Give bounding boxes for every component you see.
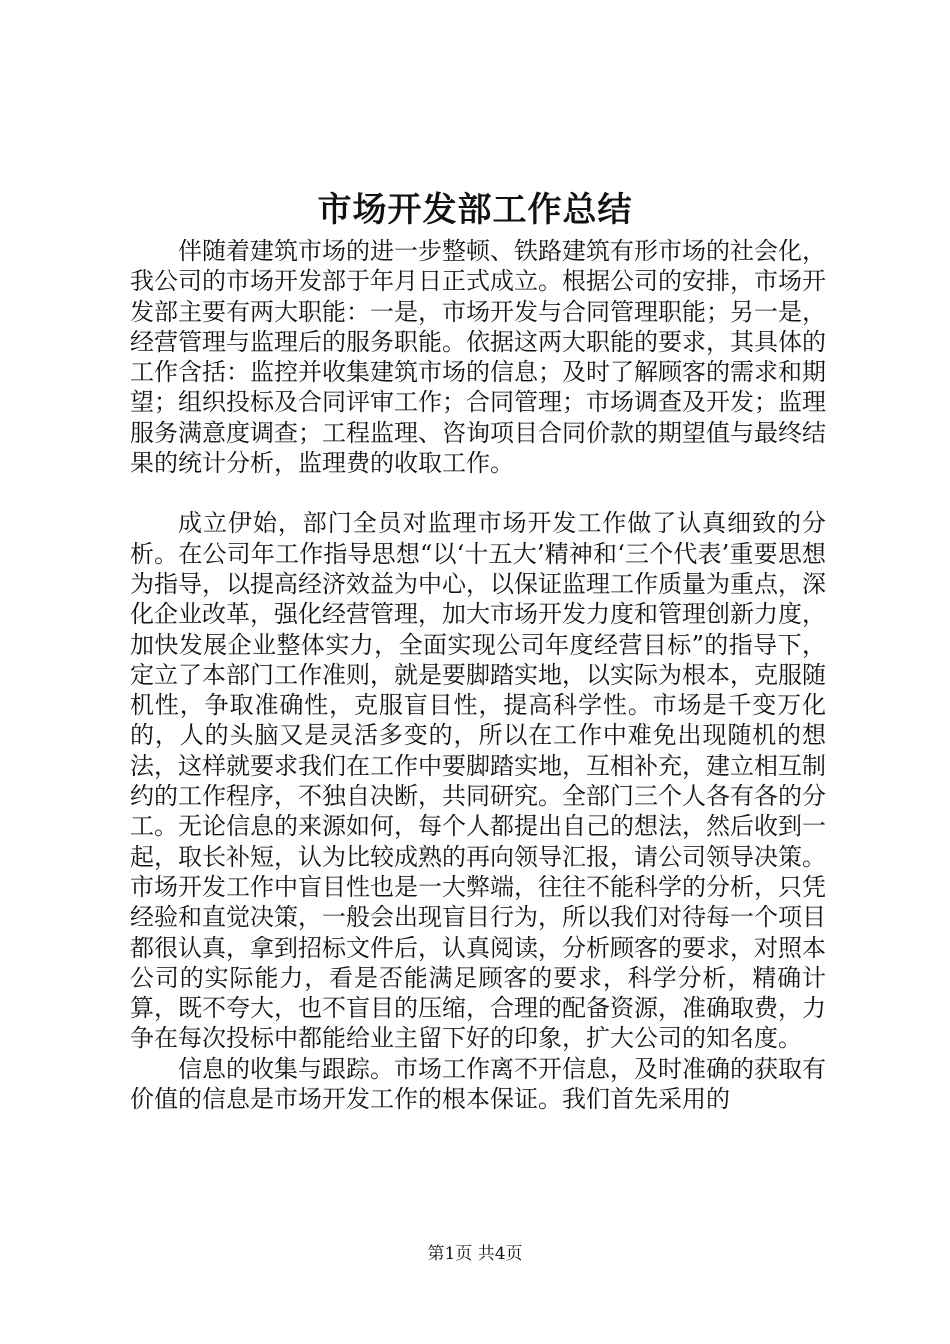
paragraph-intro: 伴随着建筑市场的进一步整顿、铁路建筑有形市场的社会化，我公司的市场开发部于年月日正式成立。根据公司的安排，市场开发部主要有两大职能：一是，市场开发与合同管理职能；另一是，经营管理与监理后的服务职能。依据这两大职能的要求，其具体的工作含括：监控并收集建筑市场的信息；及时了解顾客的需求和期望；组织投标及合同评审工作；合同管理；市场调查及开发；监理服务满意度调查；工程监理、咨询项目合同价款的期望值与最终结果的统计分析，监理费的收取工作。 [130, 237, 826, 478]
paragraph-work-principles: 成立伊始，部门全员对监理市场开发工作做了认真细致的分析。在公司年工作指导思想“以‘十五大’精神和‘三个代表’重要思想为指导，以提高经济效益为中心，以保证监理工作质量为重点，深化企业改革，强化经营管理，加大市场开发力度和管理创新力度，加快发展企业整体实力，全面实现公司年度经营目标”的指导下，定立了本部门工作准则，就是要脚踏实地，以实际为根本，克服随机性，争取准确性，克服盲目性，提高科学性。市场是千变万化的，人的头脑又是灵活多变的，所以在工作中难免出现随机的想法，这样就要求我们在工作中要脚踏实地，互相补充，建立相互制约的工作程序，不独自决断，共同研究。全部门三个人各有各的分工。无论信息的来源如何，每个人都提出自己的想法，然后收到一起，取长补短，认为比较成熟的再向领导汇报，请公司领导决策。市场开发工作中盲目性也是一大弊端，往往不能科学的分析，只凭经验和直觉决策，一般会出现盲目行为，所以我们对待每一个项目都很认真，拿到招标文件后，认真阅读，分析顾客的要求，对照本公司的实际能力，看是否能满足顾客的要求，科学分析，精确计算，既不夸大，也不盲目的压缩，合理的配备资源，准确取费，力争在每次投标中都能给业主留下好的印象，扩大公司的知名度。 [130, 509, 826, 1053]
paragraph-information-collection: 信息的收集与跟踪。市场工作离不开信息，及时准确的获取有价值的信息是市场开发工作的根本保证。我们首先采用的 [130, 1054, 826, 1114]
document-title: 市场开发部工作总结 [317, 190, 633, 230]
document-body [130, 236, 826, 1114]
page-footer: 第1页 共4页 [427, 1244, 523, 1264]
